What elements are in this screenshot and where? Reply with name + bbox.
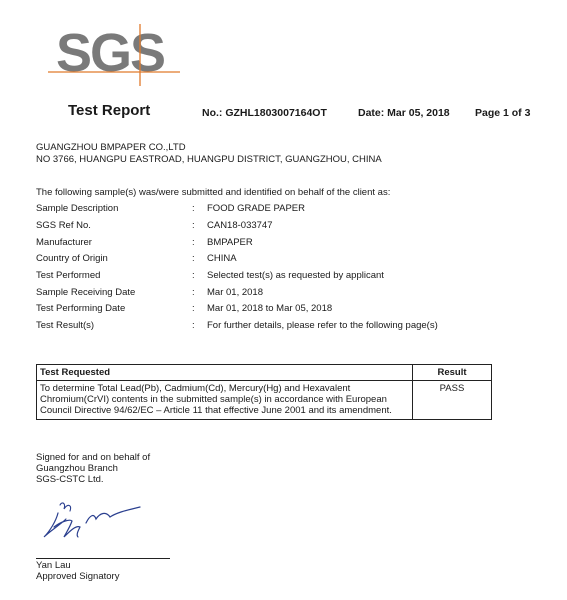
branch-name: Guangzhou Branch bbox=[36, 463, 118, 474]
test-requested-line: To determine Total Lead(Pb), Cadmium(Cd), Mercury(Hg) and Hexavalent bbox=[40, 383, 351, 394]
client-name: GUANGZHOU BMPAPER CO.,LTD bbox=[36, 142, 186, 153]
test-requested-line: Council Directive 94/62/EC – Article 11 that effective June 2001 and its amendment. bbox=[40, 405, 392, 416]
detail-label: Manufacturer bbox=[36, 237, 92, 248]
handwritten-signature bbox=[36, 497, 146, 545]
detail-label: Country of Origin bbox=[36, 253, 108, 264]
detail-colon: : bbox=[192, 287, 195, 298]
detail-value: FOOD GRADE PAPER bbox=[207, 203, 306, 214]
report-number: No.: GZHL1803007164OT bbox=[202, 107, 327, 119]
result-cell: PASS bbox=[413, 381, 492, 420]
column-header-test-requested: Test Requested bbox=[37, 365, 413, 381]
intro-text: The following sample(s) was/were submitted and identified on behalf of the client as: bbox=[36, 187, 391, 198]
detail-value: Selected test(s) as requested by applicant bbox=[207, 270, 384, 281]
detail-colon: : bbox=[192, 320, 195, 331]
signed-by-text: Signed for and on behalf of bbox=[36, 452, 151, 463]
detail-value: For further details, please refer to the following page(s) bbox=[207, 320, 438, 331]
report-date: Date: Mar 05, 2018 bbox=[358, 107, 450, 119]
detail-colon: : bbox=[192, 203, 195, 214]
detail-value: Mar 01, 2018 bbox=[207, 287, 263, 298]
signature-line bbox=[36, 558, 170, 559]
logo-accent-lines bbox=[42, 22, 182, 88]
page-indicator: Page 1 of 3 bbox=[475, 107, 531, 119]
detail-value: Mar 01, 2018 to Mar 05, 2018 bbox=[207, 303, 333, 314]
company-name: SGS-CSTC Ltd. bbox=[36, 474, 104, 485]
report-title: Test Report bbox=[68, 102, 151, 119]
test-requested-cell bbox=[37, 381, 413, 420]
detail-label: Sample Receiving Date bbox=[36, 287, 136, 298]
detail-label: Test Result(s) bbox=[36, 320, 95, 331]
test-requested-line: Chromium(CrVI) contents in the submitted sample(s) in accordance with European bbox=[40, 394, 387, 405]
detail-label: SGS Ref No. bbox=[36, 220, 91, 231]
signatory-title: Approved Signatory bbox=[36, 571, 120, 582]
table-row bbox=[37, 381, 492, 420]
detail-colon: : bbox=[192, 303, 195, 314]
table-header-row bbox=[37, 365, 492, 381]
detail-colon: : bbox=[192, 220, 195, 231]
detail-colon: : bbox=[192, 253, 195, 264]
client-address: NO 3766, HUANGPU EASTROAD, HUANGPU DISTRICT, GUANGZHOU, CHINA bbox=[36, 154, 382, 165]
detail-colon: : bbox=[192, 270, 195, 281]
detail-label: Test Performing Date bbox=[36, 303, 126, 314]
detail-value: BMPAPER bbox=[207, 237, 253, 248]
detail-value: CAN18-033747 bbox=[207, 220, 273, 231]
detail-label: Sample Description bbox=[36, 203, 119, 214]
results-table bbox=[36, 364, 492, 420]
column-header-result: Result bbox=[413, 365, 492, 381]
logo-text: SGS bbox=[56, 23, 165, 83]
sgs-logo bbox=[42, 22, 182, 88]
detail-value: CHINA bbox=[207, 253, 237, 264]
detail-label: Test Performed bbox=[36, 270, 101, 281]
detail-colon: : bbox=[192, 237, 195, 248]
signatory-name: Yan Lau bbox=[36, 560, 71, 571]
